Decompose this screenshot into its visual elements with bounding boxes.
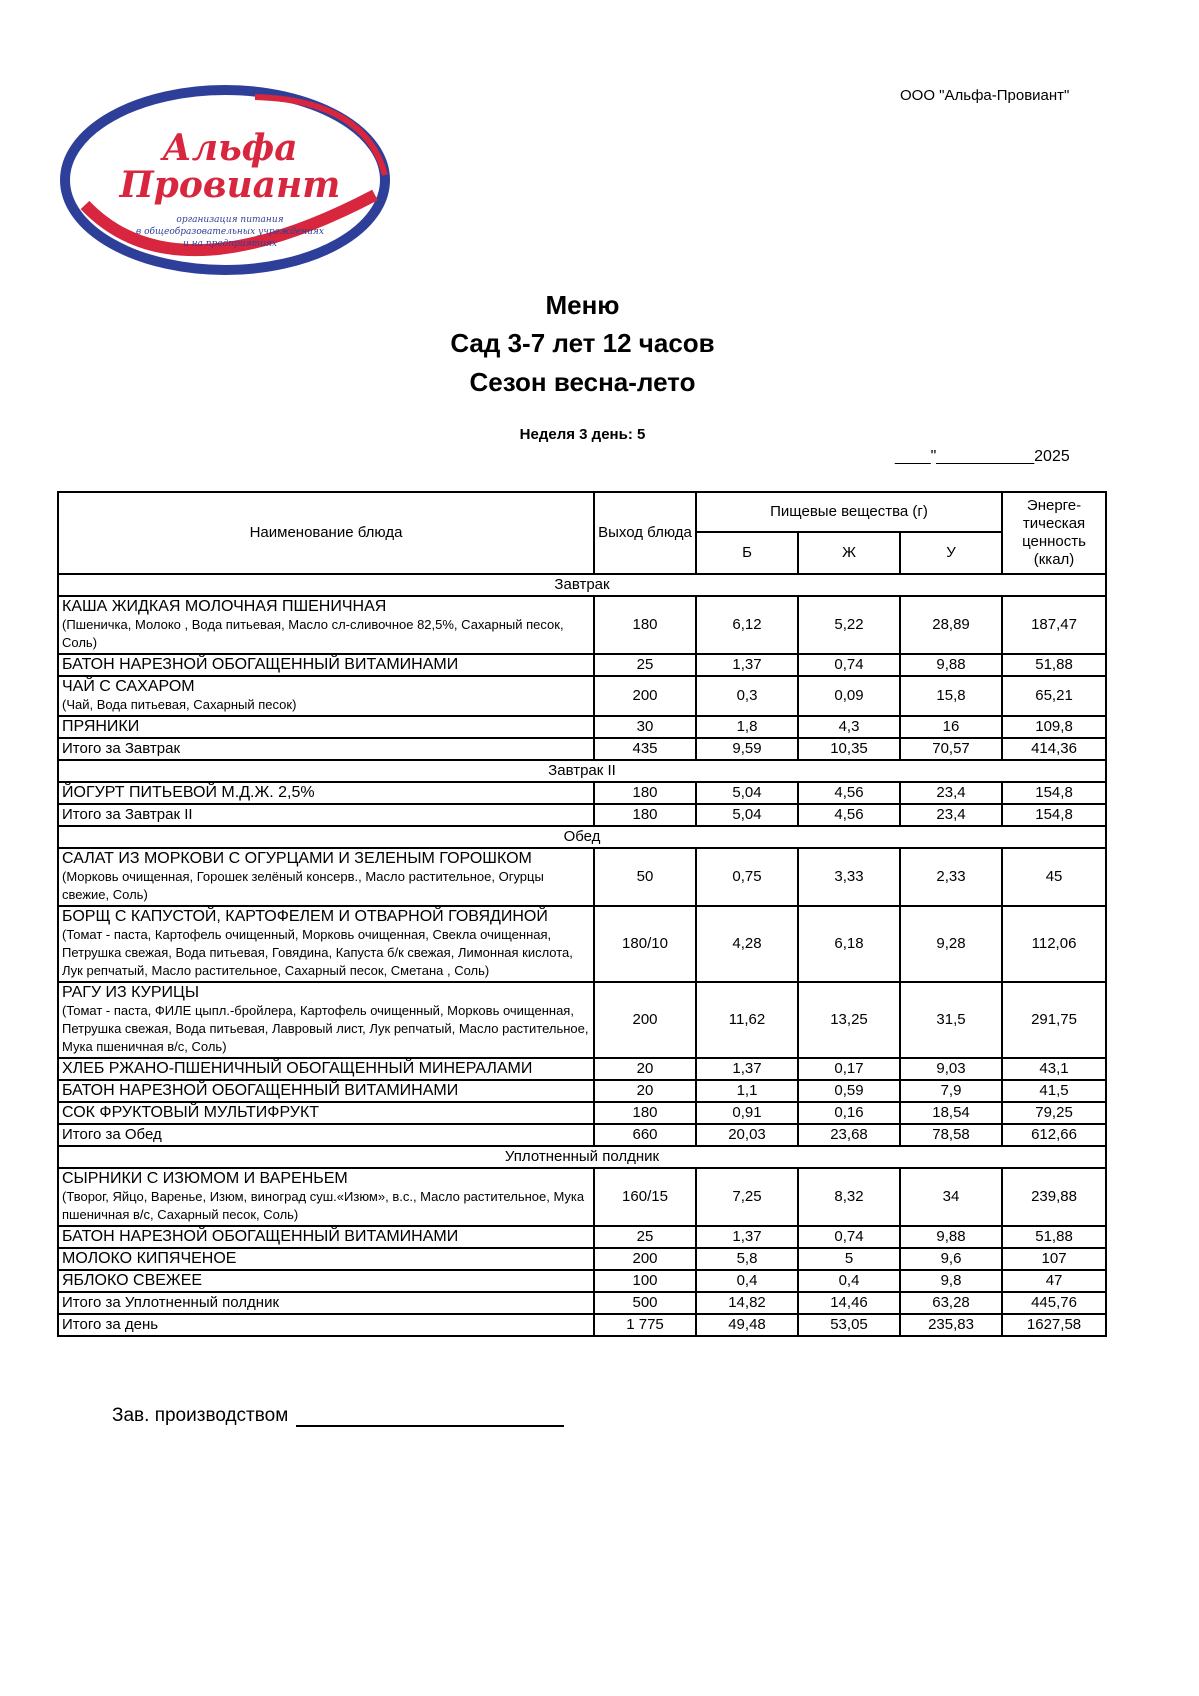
- section-header: [58, 760, 1106, 782]
- cell-zh: 0,17: [798, 1058, 900, 1080]
- table-row: [58, 1080, 1106, 1102]
- menu-table: [57, 491, 1107, 1337]
- dish-cell: [58, 716, 594, 738]
- table-row: [58, 716, 1106, 738]
- table-row: [58, 982, 1106, 1058]
- cell-u: 31,5: [900, 982, 1002, 1058]
- table-row: [58, 782, 1106, 804]
- cell-u: 78,58: [900, 1124, 1002, 1146]
- cell-output: 180: [594, 782, 696, 804]
- menu-body: [58, 574, 1106, 1336]
- cell-b: 20,03: [696, 1124, 798, 1146]
- cell-b: 1,37: [696, 1226, 798, 1248]
- cell-output: 180: [594, 804, 696, 826]
- section-total-row: [58, 1292, 1106, 1314]
- cell-b: 5,04: [696, 804, 798, 826]
- logo-tagline-1: организация питания: [176, 215, 284, 225]
- logo-tagline-2: в общеобразовательных учреждениях: [136, 227, 324, 237]
- dish-name: ЙОГУРТ ПИТЬЕВОЙ М.Д.Ж. 2,5%: [62, 784, 315, 801]
- cell-output: 180/10: [594, 906, 696, 982]
- cell-b: 1,8: [696, 716, 798, 738]
- dish-cell: [58, 1102, 594, 1124]
- dish-composition: (Морковь очищенная, Горошек зелёный консерв., Масло растительное, Огурцы свежие, Соль): [62, 869, 544, 902]
- table-row: [58, 1168, 1106, 1226]
- dish-cell: [58, 676, 594, 716]
- header-output: Выход блюда: [594, 492, 696, 574]
- total-label: Итого за Завтрак II: [58, 804, 594, 826]
- cell-b: 11,62: [696, 982, 798, 1058]
- cell-u: 70,57: [900, 738, 1002, 760]
- dish-cell: [58, 1226, 594, 1248]
- cell-b: 1,37: [696, 654, 798, 676]
- signature-block: [112, 1405, 564, 1427]
- dish-name: ЧАЙ С САХАРОМ: [62, 678, 195, 695]
- dish-cell: [58, 1080, 594, 1102]
- cell-b: 6,12: [696, 596, 798, 654]
- cell-zh: 0,74: [798, 1226, 900, 1248]
- logo-text-line1: Альфа: [162, 127, 298, 169]
- table-row: [58, 848, 1106, 906]
- cell-zh: 0,16: [798, 1102, 900, 1124]
- cell-output: 25: [594, 1226, 696, 1248]
- cell-energy: 79,25: [1002, 1102, 1106, 1124]
- cell-energy: 107: [1002, 1248, 1106, 1270]
- cell-zh: 4,56: [798, 782, 900, 804]
- cell-zh: 0,74: [798, 654, 900, 676]
- dish-composition: (Чай, Вода питьевая, Сахарный песок): [62, 697, 297, 712]
- cell-u: 34: [900, 1168, 1002, 1226]
- dish-cell: [58, 1270, 594, 1292]
- dish-cell: [58, 906, 594, 982]
- cell-zh: 13,25: [798, 982, 900, 1058]
- cell-energy: 154,8: [1002, 804, 1106, 826]
- dish-name: БОРЩ С КАПУСТОЙ, КАРТОФЕЛЕМ И ОТВАРНОЙ ГОВЯДИНОЙ: [62, 908, 548, 925]
- table-row: [58, 1248, 1106, 1270]
- cell-output: 180: [594, 1102, 696, 1124]
- table-row: [58, 1226, 1106, 1248]
- cell-zh: 0,09: [798, 676, 900, 716]
- table-row: [58, 1058, 1106, 1080]
- cell-u: 235,83: [900, 1314, 1002, 1336]
- cell-b: 5,04: [696, 782, 798, 804]
- dish-name: ЯБЛОКО СВЕЖЕЕ: [62, 1272, 203, 1289]
- dish-composition: (Томат - паста, ФИЛЕ цыпл.-бройлера, Картофель очищенный, Морковь очищенная, Петрушка свежая, Вода питьевая, Лавровый лист, Лук репчатый, Масло растительное, Мука пшеничная в/с, Соль): [62, 1003, 589, 1054]
- cell-b: 0,3: [696, 676, 798, 716]
- cell-b: 7,25: [696, 1168, 798, 1226]
- table-row: [58, 676, 1106, 716]
- cell-output: 200: [594, 1248, 696, 1270]
- cell-b: 5,8: [696, 1248, 798, 1270]
- cell-energy: 154,8: [1002, 782, 1106, 804]
- cell-b: 14,82: [696, 1292, 798, 1314]
- cell-energy: 51,88: [1002, 1226, 1106, 1248]
- page-subtitle-season: Сезон весна-лето: [469, 367, 696, 397]
- cell-b: 9,59: [696, 738, 798, 760]
- dish-name: СЫРНИКИ С ИЗЮМОМ И ВАРЕНЬЕМ: [62, 1170, 348, 1187]
- cell-zh: 23,68: [798, 1124, 900, 1146]
- cell-u: 9,8: [900, 1270, 1002, 1292]
- cell-zh: 5,22: [798, 596, 900, 654]
- cell-b: 0,91: [696, 1102, 798, 1124]
- cell-output: 30: [594, 716, 696, 738]
- cell-zh: 4,56: [798, 804, 900, 826]
- section-total-row: [58, 1124, 1106, 1146]
- cell-output: 1 775: [594, 1314, 696, 1336]
- dish-cell: [58, 1058, 594, 1080]
- header-nutrients: Пищевые вещества (г): [696, 492, 1002, 532]
- date-line: ____"___________2025: [895, 448, 1070, 465]
- cell-output: 20: [594, 1080, 696, 1102]
- cell-zh: 0,4: [798, 1270, 900, 1292]
- logo-text-line2: Провиант: [119, 164, 341, 206]
- cell-zh: 8,32: [798, 1168, 900, 1226]
- dish-name: МОЛОКО КИПЯЧЕНОЕ: [62, 1250, 237, 1267]
- cell-u: 23,4: [900, 782, 1002, 804]
- page-title: Меню: [545, 290, 620, 320]
- table-row: [58, 654, 1106, 676]
- dish-name: БАТОН НАРЕЗНОЙ ОБОГАЩЕННЫЙ ВИТАМИНАМИ: [62, 1082, 459, 1099]
- day-total-label: Итого за день: [58, 1314, 594, 1336]
- section-total-row: [58, 738, 1106, 760]
- cell-output: 660: [594, 1124, 696, 1146]
- dish-cell: [58, 654, 594, 676]
- dish-composition: (Томат - паста, Картофель очищенный, Морковь очищенная, Свекла очищенная, Петрушка свежая, Вода питьевая, Говядина, Капуста б/к свежая, Лимонная кислота, Лук репчатый, Масло растительное, Сахарный песок, Сметана , Соль): [62, 927, 573, 978]
- header-energy: Энерге-тическая ценность (ккал): [1002, 492, 1106, 574]
- cell-output: 100: [594, 1270, 696, 1292]
- cell-output: 20: [594, 1058, 696, 1080]
- section-header: [58, 1146, 1106, 1168]
- section-header: [58, 574, 1106, 596]
- section-title: Завтрак II: [58, 760, 1106, 782]
- section-header: [58, 826, 1106, 848]
- cell-zh: 10,35: [798, 738, 900, 760]
- cell-energy: 187,47: [1002, 596, 1106, 654]
- cell-u: 15,8: [900, 676, 1002, 716]
- cell-output: 435: [594, 738, 696, 760]
- cell-output: 160/15: [594, 1168, 696, 1226]
- cell-zh: 6,18: [798, 906, 900, 982]
- table-row: [58, 906, 1106, 982]
- cell-u: 23,4: [900, 804, 1002, 826]
- cell-b: 4,28: [696, 906, 798, 982]
- cell-output: 180: [594, 596, 696, 654]
- cell-zh: 3,33: [798, 848, 900, 906]
- week-day-label: Неделя 3 день: 5: [519, 426, 646, 443]
- cell-b: 1,37: [696, 1058, 798, 1080]
- table-row: [58, 1102, 1106, 1124]
- dish-name: СОК ФРУКТОВЫЙ МУЛЬТИФРУКТ: [62, 1104, 320, 1121]
- cell-u: 16: [900, 716, 1002, 738]
- total-label: Итого за Уплотненный полдник: [58, 1292, 594, 1314]
- day-total-row: [58, 1314, 1106, 1336]
- cell-output: 200: [594, 676, 696, 716]
- cell-u: 63,28: [900, 1292, 1002, 1314]
- cell-zh: 4,3: [798, 716, 900, 738]
- dish-composition: (Творог, Яйцо, Варенье, Изюм, виноград суш.«Изюм», в.с., Масло растительное, Мука пшеничная в/с, Сахарный песок, Соль): [62, 1189, 585, 1222]
- cell-zh: 14,46: [798, 1292, 900, 1314]
- section-title: Уплотненный полдник: [58, 1146, 1106, 1168]
- cell-energy: 47: [1002, 1270, 1106, 1292]
- dish-cell: [58, 982, 594, 1058]
- dish-cell: [58, 1248, 594, 1270]
- dish-name: ХЛЕБ РЖАНО-ПШЕНИЧНЫЙ ОБОГАЩЕННЫЙ МИНЕРАЛАМИ: [62, 1060, 533, 1077]
- cell-output: 200: [594, 982, 696, 1058]
- cell-u: 9,28: [900, 906, 1002, 982]
- cell-zh: 5: [798, 1248, 900, 1270]
- dish-name: ПРЯНИКИ: [62, 718, 140, 735]
- total-label: Итого за Обед: [58, 1124, 594, 1146]
- cell-output: 50: [594, 848, 696, 906]
- cell-energy: 445,76: [1002, 1292, 1106, 1314]
- company-logo: [55, 85, 395, 295]
- cell-energy: 612,66: [1002, 1124, 1106, 1146]
- dish-cell: [58, 596, 594, 654]
- cell-u: 7,9: [900, 1080, 1002, 1102]
- cell-b: 0,75: [696, 848, 798, 906]
- cell-u: 9,03: [900, 1058, 1002, 1080]
- section-total-row: [58, 804, 1106, 826]
- dish-composition: (Пшеничка, Молоко , Вода питьевая, Масло сл-сливочное 82,5%, Сахарный песок, Соль): [62, 617, 564, 650]
- dish-name: САЛАТ ИЗ МОРКОВИ С ОГУРЦАМИ И ЗЕЛЕНЫМ ГОРОШКОМ: [62, 850, 532, 867]
- cell-energy: 291,75: [1002, 982, 1106, 1058]
- dish-cell: [58, 1168, 594, 1226]
- cell-b: 49,48: [696, 1314, 798, 1336]
- cell-energy: 239,88: [1002, 1168, 1106, 1226]
- total-label: Итого за Завтрак: [58, 738, 594, 760]
- dish-name: БАТОН НАРЕЗНОЙ ОБОГАЩЕННЫЙ ВИТАМИНАМИ: [62, 1228, 459, 1245]
- cell-energy: 51,88: [1002, 654, 1106, 676]
- cell-u: 28,89: [900, 596, 1002, 654]
- table-row: [58, 1270, 1106, 1292]
- dish-cell: [58, 782, 594, 804]
- cell-energy: 1627,58: [1002, 1314, 1106, 1336]
- page-subtitle-group: Сад 3-7 лет 12 часов: [450, 328, 715, 358]
- section-title: Завтрак: [58, 574, 1106, 596]
- dish-name: БАТОН НАРЕЗНОЙ ОБОГАЩЕННЫЙ ВИТАМИНАМИ: [62, 656, 459, 673]
- signature-line: [296, 1407, 564, 1427]
- cell-energy: 65,21: [1002, 676, 1106, 716]
- dish-name: КАША ЖИДКАЯ МОЛОЧНАЯ ПШЕНИЧНАЯ: [62, 598, 387, 615]
- cell-u: 18,54: [900, 1102, 1002, 1124]
- header-carbs: У: [900, 532, 1002, 574]
- cell-energy: 414,36: [1002, 738, 1106, 760]
- cell-u: 2,33: [900, 848, 1002, 906]
- cell-zh: 53,05: [798, 1314, 900, 1336]
- cell-u: 9,88: [900, 1226, 1002, 1248]
- table-row: [58, 596, 1106, 654]
- cell-energy: 45: [1002, 848, 1106, 906]
- cell-energy: 41,5: [1002, 1080, 1106, 1102]
- cell-energy: 43,1: [1002, 1058, 1106, 1080]
- cell-zh: 0,59: [798, 1080, 900, 1102]
- logo-tagline-3: и на предприятиях: [182, 239, 278, 249]
- cell-u: 9,6: [900, 1248, 1002, 1270]
- header-protein: Б: [696, 532, 798, 574]
- header-dish-name: Наименование блюда: [58, 492, 594, 574]
- company-name: ООО "Альфа-Провиант": [900, 87, 1070, 104]
- cell-u: 9,88: [900, 654, 1002, 676]
- signature-label: Зав. производством: [112, 1405, 289, 1426]
- dish-cell: [58, 848, 594, 906]
- header-fat: Ж: [798, 532, 900, 574]
- cell-b: 0,4: [696, 1270, 798, 1292]
- cell-b: 1,1: [696, 1080, 798, 1102]
- cell-energy: 112,06: [1002, 906, 1106, 982]
- section-title: Обед: [58, 826, 1106, 848]
- cell-output: 500: [594, 1292, 696, 1314]
- cell-output: 25: [594, 654, 696, 676]
- dish-name: РАГУ ИЗ КУРИЦЫ: [62, 984, 199, 1001]
- cell-energy: 109,8: [1002, 716, 1106, 738]
